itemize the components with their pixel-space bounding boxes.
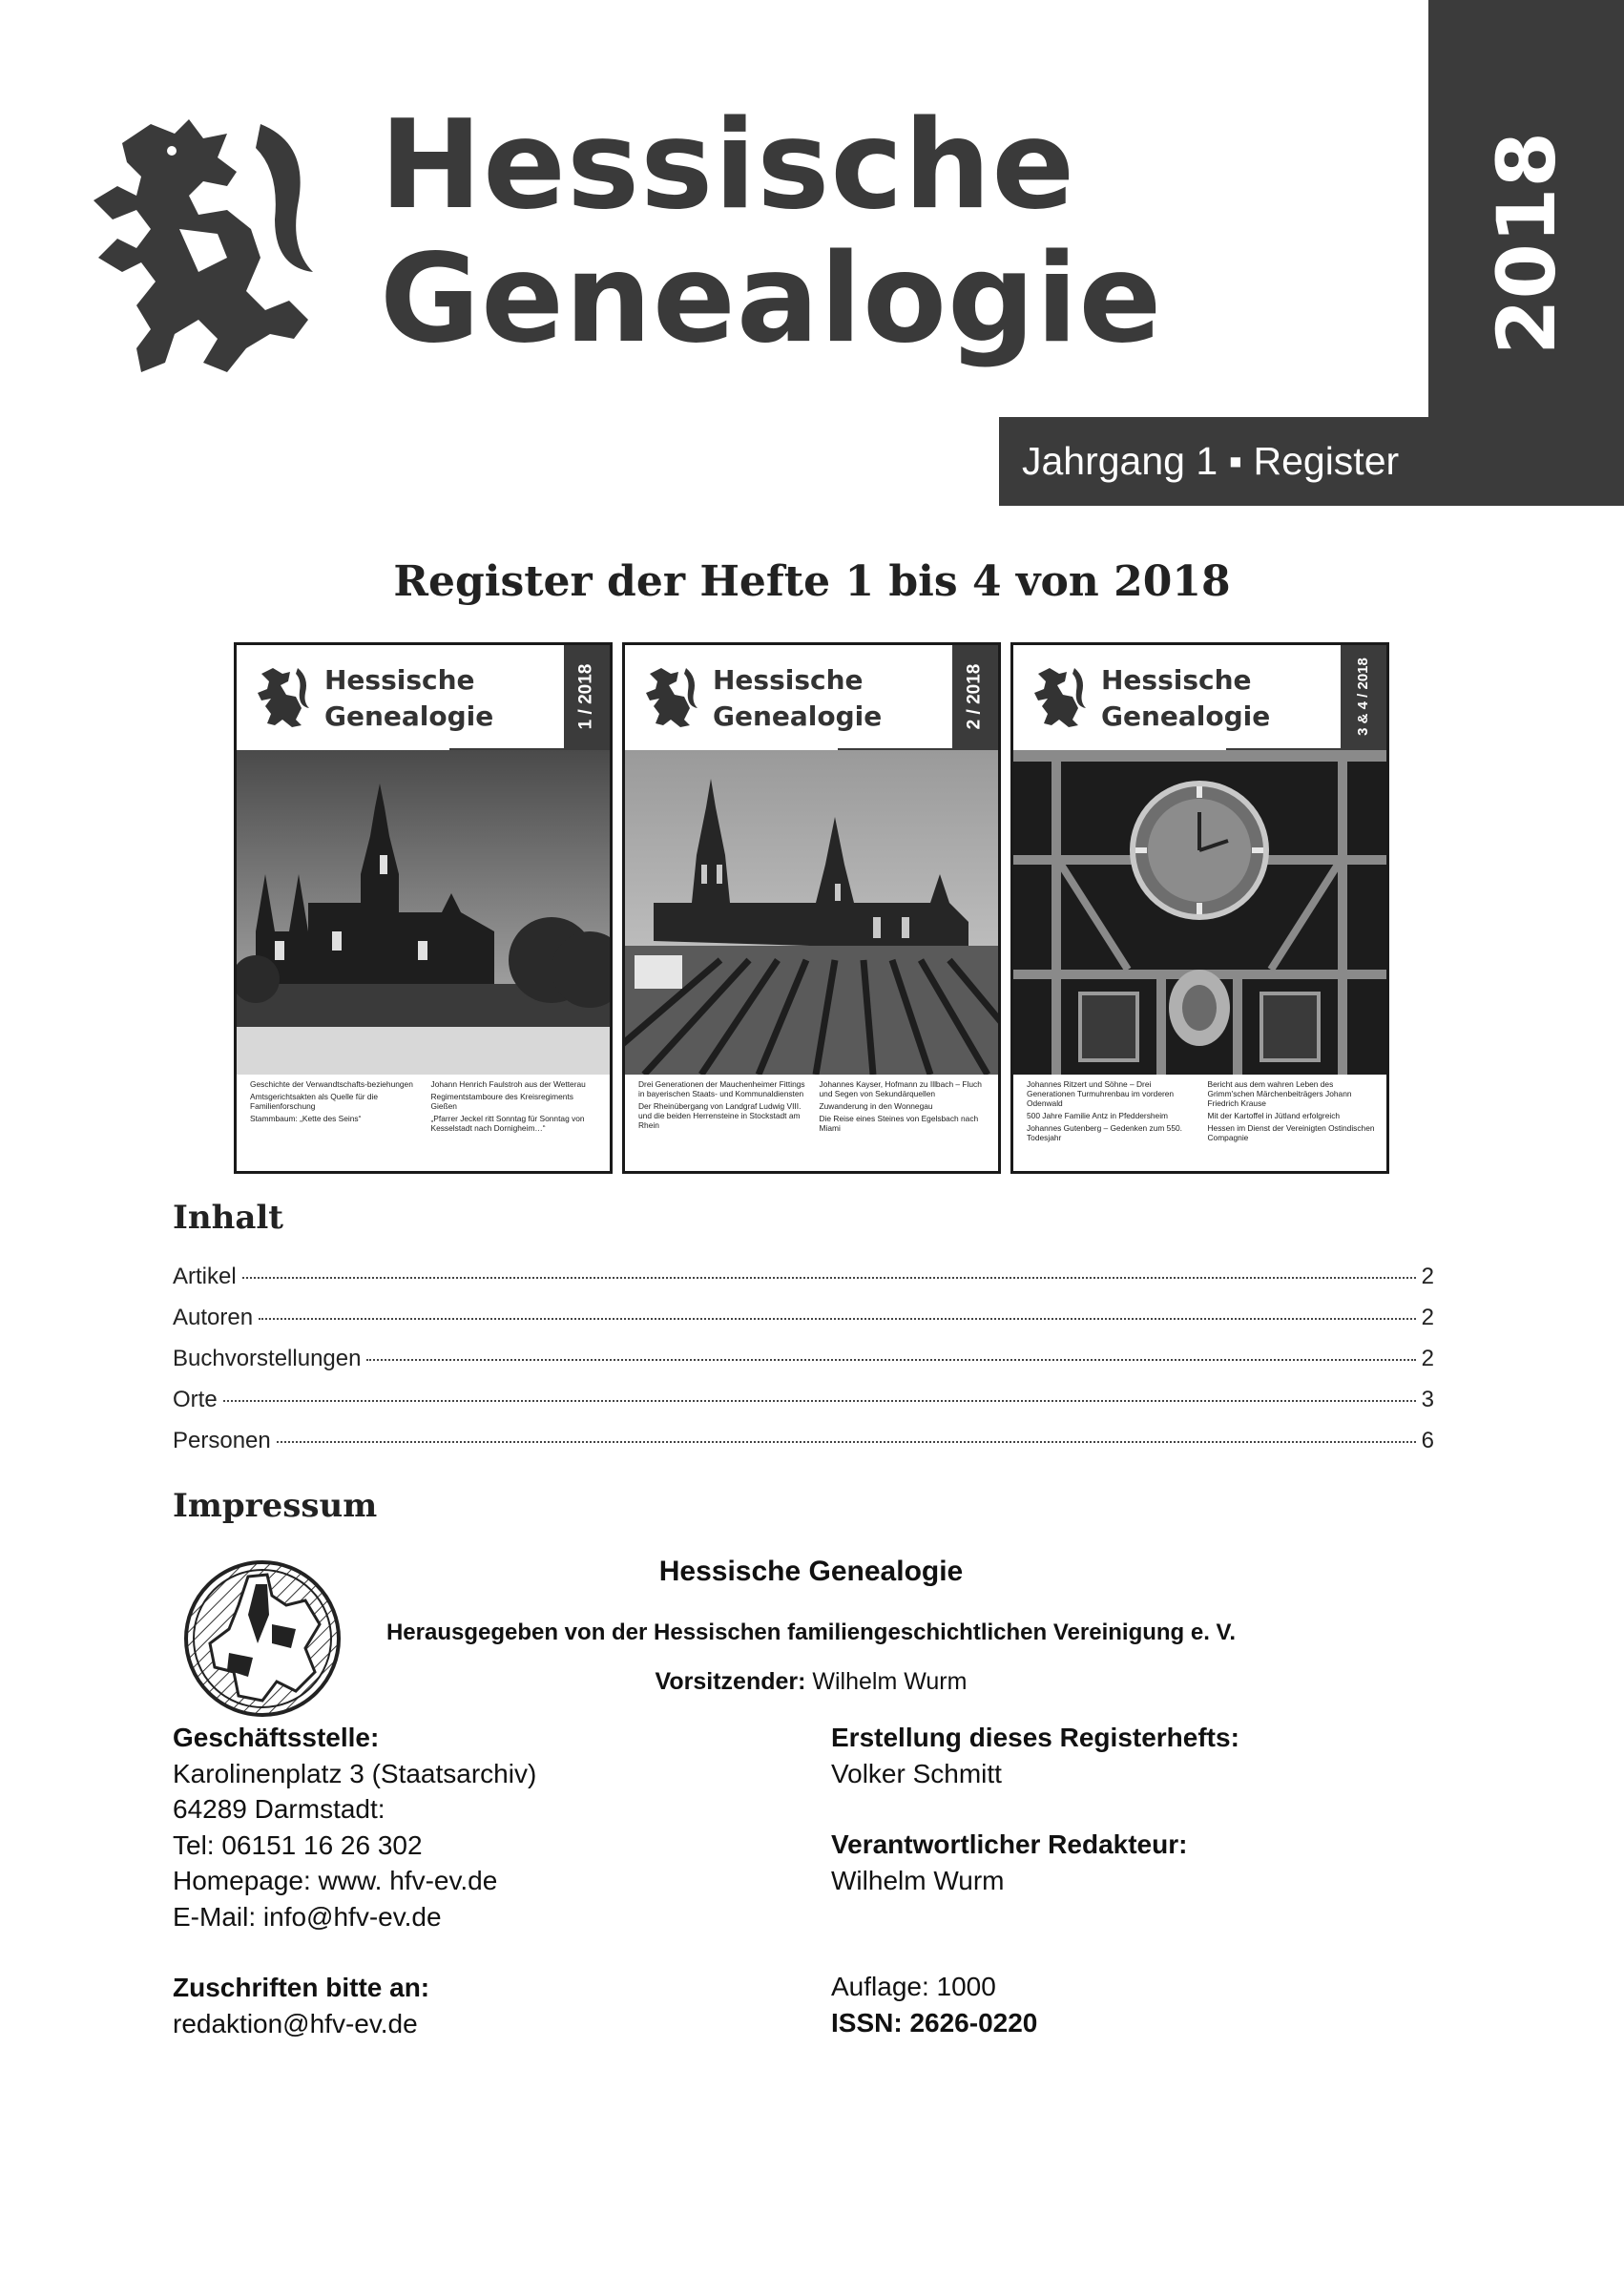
cover-toc-col-1 [250, 1079, 418, 1136]
table-of-contents [173, 1264, 1434, 1469]
toc-leader [277, 1441, 1416, 1443]
journal-title [380, 94, 1163, 370]
cover-year-band [1341, 645, 1386, 748]
letters-email[interactable]: redaktion@hfv-ev.de [173, 2008, 418, 2038]
toc-leader [242, 1277, 1416, 1279]
print-run: Auflage: 1000 [831, 1972, 996, 2001]
editor-label: Verantwortlicher Redakteur: [831, 1829, 1188, 1859]
inhalt-heading: Inhalt [173, 1199, 283, 1237]
issn: ISSN: 2626-0220 [831, 2007, 1038, 2038]
office-address-line-1: Karolinenplatz 3 (Staatsarchiv) [173, 1758, 537, 1788]
hessian-lion-logo [84, 105, 323, 382]
cover-article: Johann Henrich Faulstroh aus der Wetterau [430, 1079, 586, 1089]
spacer [173, 1934, 783, 1970]
cover-photo-clock-tower [1013, 750, 1386, 1075]
cover-article: Zuwanderung in den Wonnegau [819, 1101, 933, 1111]
cover-article: Johannes Gutenberg – Gedenken zum 550. Todesjahr [1027, 1123, 1182, 1142]
creation-name: Volker Schmitt [831, 1758, 1002, 1788]
cover-title [324, 662, 493, 735]
office-label: Geschäftsstelle: [173, 1723, 380, 1752]
cover-article: Stammbaum: „Kette des Seins“ [250, 1114, 362, 1123]
toc-entry-autoren[interactable] [173, 1305, 1434, 1346]
cover-toc [1027, 1079, 1375, 1145]
cover-article: Johannes Kayser, Hofmann zu Illbach – Fluch und Segen von Sekundärquellen [819, 1079, 982, 1098]
volume-subline: Jahrgang 1 ▪ Register [999, 417, 1624, 506]
register-title: Register der Hefte 1 bis 4 von 2018 [393, 557, 1231, 606]
toc-entry-artikel[interactable] [173, 1264, 1434, 1305]
toc-page: 2 [1421, 1305, 1434, 1330]
impressum-left-column [173, 1720, 783, 2041]
cover-article: Johannes Ritzert und Söhne – Drei Generationen Turmuhrenbau im vorderen Odenwald [1027, 1079, 1175, 1108]
cover-article: Amtsgerichtsakten als Quelle für die Familienforschung [250, 1092, 379, 1111]
toc-page: 3 [1421, 1387, 1434, 1412]
title-line-2: Genealogie [380, 228, 1163, 370]
cover-article: Der Rheinübergang von Landgraf Ludwig VIII. und die beiden Herrensteine in Stockstadt am Rhein [638, 1101, 802, 1130]
cover-issue-2 [622, 642, 1001, 1174]
cover-title-line-2: Genealogie [1101, 700, 1271, 732]
cover-toc-col-1 [1027, 1079, 1195, 1145]
cover-toc-col-2 [431, 1079, 599, 1136]
cover-toc-col-2 [1208, 1079, 1376, 1145]
cover-year-band [564, 645, 610, 748]
toc-entry-personen[interactable] [173, 1428, 1434, 1469]
year-label: 2018 [1479, 132, 1573, 355]
cover-toc [638, 1079, 987, 1136]
cover-article: Die Reise eines Steines von Egelsbach nach Miami [819, 1114, 979, 1133]
toc-label: Buchvorstellungen [173, 1346, 362, 1371]
cover-gallery [234, 642, 1389, 1174]
cover-article: Bericht aus dem wahren Leben des Grimm'schen Märchenbeiträgers Johann Friedrich Krause [1207, 1079, 1352, 1108]
spacer [831, 1898, 1442, 1933]
office-phone: Tel: 06151 16 26 302 [173, 1829, 423, 1860]
cover-year: 2 / 2018 [965, 663, 985, 730]
cover-article: Drei Generationen der Mauchenheimer Fittings in bayerischen Staats- und Kommunaldiensten [638, 1079, 805, 1098]
cover-title-line-2: Genealogie [713, 700, 883, 732]
cover-article: Regimentstamboure des Kreisregiments Gießen [430, 1092, 573, 1111]
toc-entry-orte[interactable] [173, 1387, 1434, 1428]
cover-lion-icon [642, 664, 699, 729]
toc-leader [259, 1318, 1416, 1320]
cover-photo-abbey [237, 750, 610, 1075]
cover-article: 500 Jahre Familie Antz in Pfeddersheim [1027, 1111, 1169, 1120]
cover-article: Mit der Kartoffel in Jütland erfolgreich [1207, 1111, 1341, 1120]
title-line-1: Hessische [380, 94, 1076, 237]
spacer [831, 1933, 1442, 1969]
toc-label: Personen [173, 1428, 271, 1453]
cover-article: Geschichte der Verwandtschafts-beziehungen [250, 1079, 413, 1089]
impressum-chair [496, 1668, 1126, 1696]
cover-lion-icon [1031, 664, 1088, 729]
letters-label: Zuschriften bitte an: [173, 1973, 430, 2002]
editor-name: Wilhelm Wurm [831, 1865, 1005, 1895]
toc-page: 6 [1421, 1428, 1434, 1453]
impressum-right-column [831, 1720, 1442, 2040]
creation-label: Erstellung dieses Registerhefts: [831, 1723, 1239, 1752]
society-seal-icon [181, 1557, 344, 1720]
cover-toc-col-1 [638, 1079, 806, 1136]
toc-page: 2 [1421, 1264, 1434, 1289]
toc-entry-buchvorstellungen[interactable] [173, 1346, 1434, 1387]
impressum-journal-name: Hessische Genealogie [658, 1556, 964, 1587]
cover-year: 3 & 4 / 2018 [1355, 658, 1372, 736]
chair-label: Vorsitzender: [655, 1668, 806, 1695]
toc-leader [223, 1400, 1416, 1402]
cover-title [1101, 662, 1270, 735]
toc-label: Artikel [173, 1264, 237, 1289]
toc-leader [366, 1359, 1415, 1361]
cover-title-line-1: Hessische [324, 664, 475, 696]
toc-page: 2 [1421, 1346, 1434, 1371]
office-address-line-2: 64289 Darmstadt: [173, 1794, 385, 1824]
cover-year: 1 / 2018 [576, 663, 596, 730]
toc-label: Autoren [173, 1305, 254, 1330]
cover-article: Hessen im Dienst der Vereinigten Ostindischen Compagnie [1207, 1123, 1375, 1142]
cover-article: „Pfarrer Jeckel ritt Sonntag für Sonntag von Kesselstadt nach Dornigheim…“ [430, 1114, 585, 1133]
office-homepage[interactable]: Homepage: www. hfv-ev.de [173, 1866, 498, 1895]
cover-photo-church-vineyard [625, 750, 998, 1075]
cover-title-line-1: Hessische [1101, 664, 1252, 696]
cover-issue-1 [234, 642, 613, 1174]
cover-issue-3-4 [1010, 642, 1389, 1174]
office-email[interactable]: E-Mail: info@hfv-ev.de [173, 1901, 442, 1932]
cover-toc-col-2 [820, 1079, 988, 1136]
cover-year-band [952, 645, 998, 748]
cover-lion-icon [254, 664, 311, 729]
impressum-heading: Impressum [173, 1487, 378, 1525]
toc-label: Orte [173, 1387, 218, 1412]
cover-title-line-1: Hessische [713, 664, 864, 696]
spacer [831, 1791, 1442, 1827]
cover-title-line-2: Genealogie [324, 700, 494, 732]
chair-name: Wilhelm Wurm [812, 1668, 968, 1695]
cover-toc [250, 1079, 598, 1136]
impressum-publisher: Herausgegeben von der Hessischen familiengeschichtlichen Vereinigung e. V. [385, 1620, 1237, 1645]
cover-title [713, 662, 882, 735]
